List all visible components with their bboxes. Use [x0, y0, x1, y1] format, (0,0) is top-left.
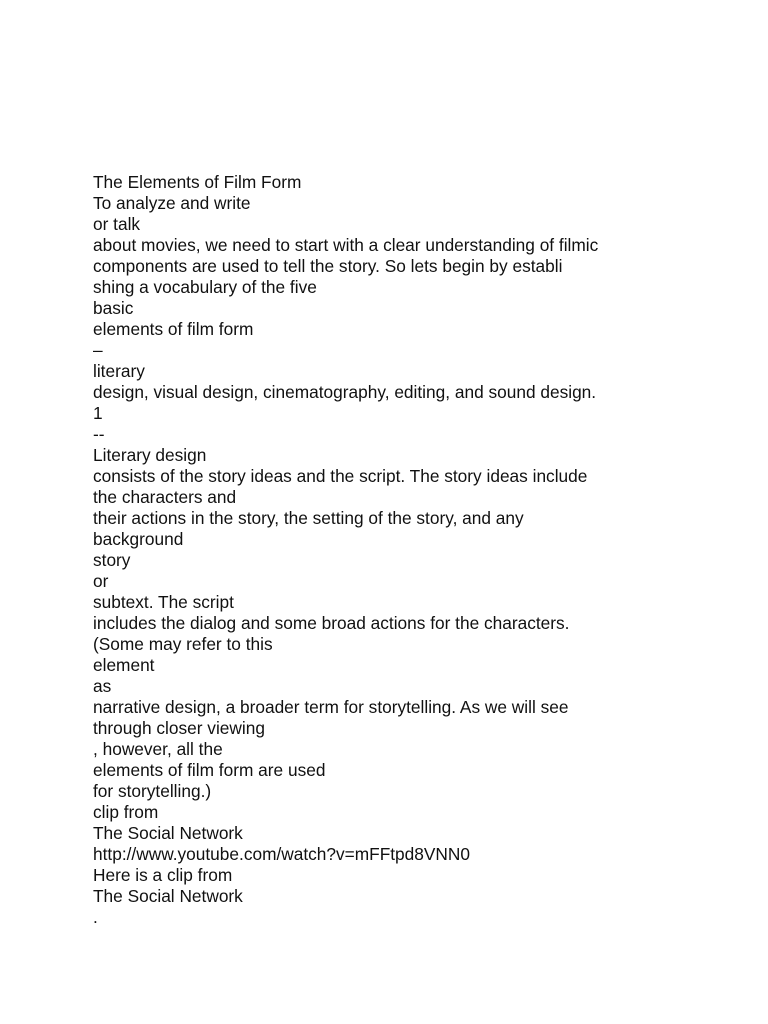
- section-heading: Literary design: [93, 445, 207, 465]
- text-line: elements of film form are used: [93, 760, 326, 780]
- text-line: their actions in the story, the setting of the story, and any: [93, 508, 524, 528]
- text-line: To analyze and write: [93, 193, 251, 213]
- text-line: narrative design, a broader term for storytelling. As we will see: [93, 697, 569, 717]
- text-line: (Some may refer to this: [93, 634, 273, 654]
- text-line: or talk: [93, 214, 141, 234]
- text-line: or: [93, 571, 109, 591]
- separator-line: --: [93, 424, 105, 444]
- text-line: Here is a clip from: [93, 865, 233, 885]
- text-line: components are used to tell the story. So lets begin by establi: [93, 256, 563, 276]
- text-line: consists of the story ideas and the script. The story ideas include: [93, 466, 588, 486]
- text-line: background: [93, 529, 184, 549]
- text-line: clip from: [93, 802, 159, 822]
- footnote-marker: 1: [93, 403, 103, 423]
- text-line: elements of film form: [93, 319, 254, 339]
- text-line: basic: [93, 298, 134, 318]
- text-line: includes the dialog and some broad actions for the characters.: [93, 613, 570, 633]
- film-title: The Social Network: [93, 823, 243, 843]
- text-line: subtext. The script: [93, 592, 234, 612]
- video-url: http://www.youtube.com/watch?v=mFFtpd8VNN0: [93, 844, 470, 864]
- text-line: shing a vocabulary of the five: [93, 277, 317, 297]
- text-line: story: [93, 550, 131, 570]
- text-line: as: [93, 676, 112, 696]
- film-title: The Social Network: [93, 886, 243, 906]
- text-line: about movies, we need to start with a clear understanding of filmic: [93, 235, 599, 255]
- text-line: element: [93, 655, 155, 675]
- document-title: The Elements of Film Form: [93, 172, 302, 192]
- text-line: for storytelling.): [93, 781, 212, 801]
- dash-line: –: [93, 340, 103, 360]
- text-line: through closer viewing: [93, 718, 265, 738]
- text-line: .: [93, 907, 98, 927]
- text-line: the characters and: [93, 487, 237, 507]
- document-body: [93, 172, 753, 928]
- text-line: design, visual design, cinematography, editing, and sound design.: [93, 382, 597, 402]
- text-line: , however, all the: [93, 739, 223, 759]
- text-line: literary: [93, 361, 145, 381]
